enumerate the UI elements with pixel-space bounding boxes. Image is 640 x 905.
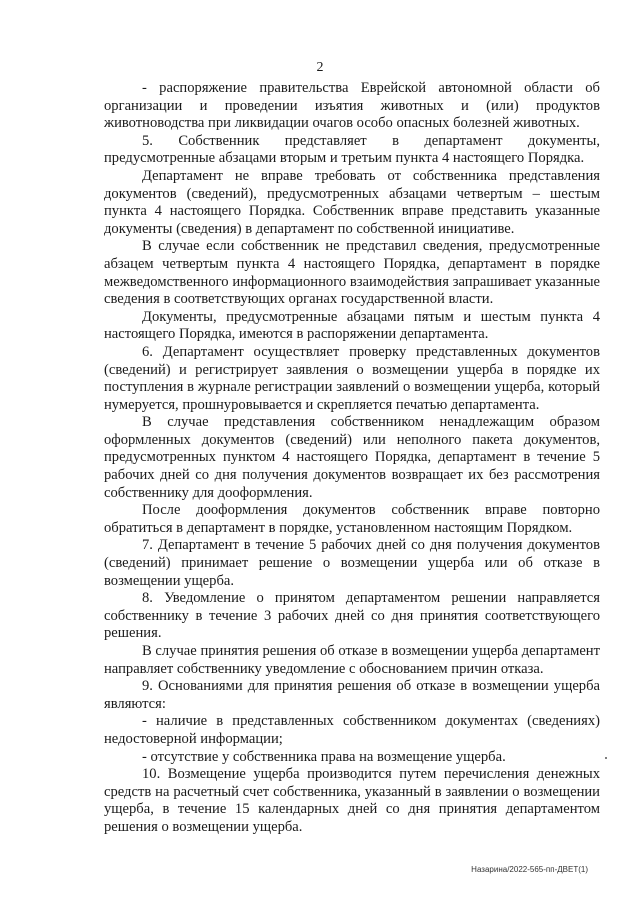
- paragraph: После дооформления документов собственник вправе повторно обратиться в департамент в порядке, установленном настоящим Порядком.: [104, 502, 600, 536]
- page-number: 2: [316, 60, 324, 75]
- paragraph: 7. Департамент в течение 5 рабочих дней со дня получения документов (сведений) принимает решение о возмещении ущерба или об отказе в возмещении ущерба.: [104, 537, 600, 589]
- document-body: [104, 80, 600, 837]
- paragraph: - наличие в представленных собственником документах (сведениях) недостоверной информации;: [104, 713, 600, 747]
- scan-speck: [605, 757, 607, 759]
- paragraph: В случае представления собственником ненадлежащим образом оформленных документов (сведений) или неполного пакета документов, предусмотренных пунктом 4 настоящего Порядка, департамент в течение 5 рабочих дней со дня получения документов возвращает их без рассмотрения собственнику для дооформления.: [104, 414, 600, 501]
- paragraph: 6. Департамент осуществляет проверку представленных документов (сведений) и регистрирует заявления о возмещении ущерба в порядке их поступления в журнале регистрации заявлений о возмещении ущерба, который нумеруется, прошнуровывается и скрепляется печатью департамента.: [104, 343, 600, 413]
- paragraph: - отсутствие у собственника права на возмещение ущерба.: [142, 748, 506, 765]
- paragraph: 10. Возмещение ущерба производится путем перечисления денежных средств на расчетный счет собственника, указанный в заявлении о возмещении ущерба, в течение 15 календарных дней со дня принятия департаментом решения о возмещении ущерба.: [104, 766, 600, 835]
- paragraph: Департамент не вправе требовать от собственника представления документов (сведений), предусмотренных абзацами четвертым – шестым пункта 4 настоящего Порядка. Собственник вправе представить указанные документы (сведения) в департамент по собственной инициативе.: [104, 167, 600, 237]
- paragraph: 9. Основаниями для принятия решения об отказе в возмещении ущерба являются:: [104, 678, 600, 712]
- paragraph: 8. Уведомление о принятом департаментом решении направляется собственнику в течение 3 рабочих дней со дня принятия соответствующего решения.: [104, 590, 600, 642]
- paragraph: Документы, предусмотренные абзацами пятым и шестым пункта 4 настоящего Порядка, имеются в распоряжении департамента.: [104, 308, 600, 343]
- footer-reference: Назарина/2022-565-пп-ДВЕТ(1): [471, 865, 588, 874]
- paragraph: В случае принятия решения об отказе в возмещении ущерба департамент направляет собственнику уведомление с обоснованием причин отказа.: [104, 643, 600, 677]
- paragraph: В случае если собственник не представил сведения, предусмотренные абзацем четвертым пункта 4 настоящего Порядка, департамент в порядке межведомственного информационного взаимодействия запрашивает указанные сведения в соответствующих органах государственной власти.: [104, 238, 600, 308]
- paragraph: - распоряжение правительства Еврейской автономной области об организации и проведении изъятия животных и (или) продуктов животноводства при ликвидации очагов особо опасных болезней животных.: [104, 80, 600, 132]
- paragraph: 5. Собственник представляет в департамент документы, предусмотренные абзацами вторым и третьим пункта 4 настоящего Порядка.: [104, 132, 600, 167]
